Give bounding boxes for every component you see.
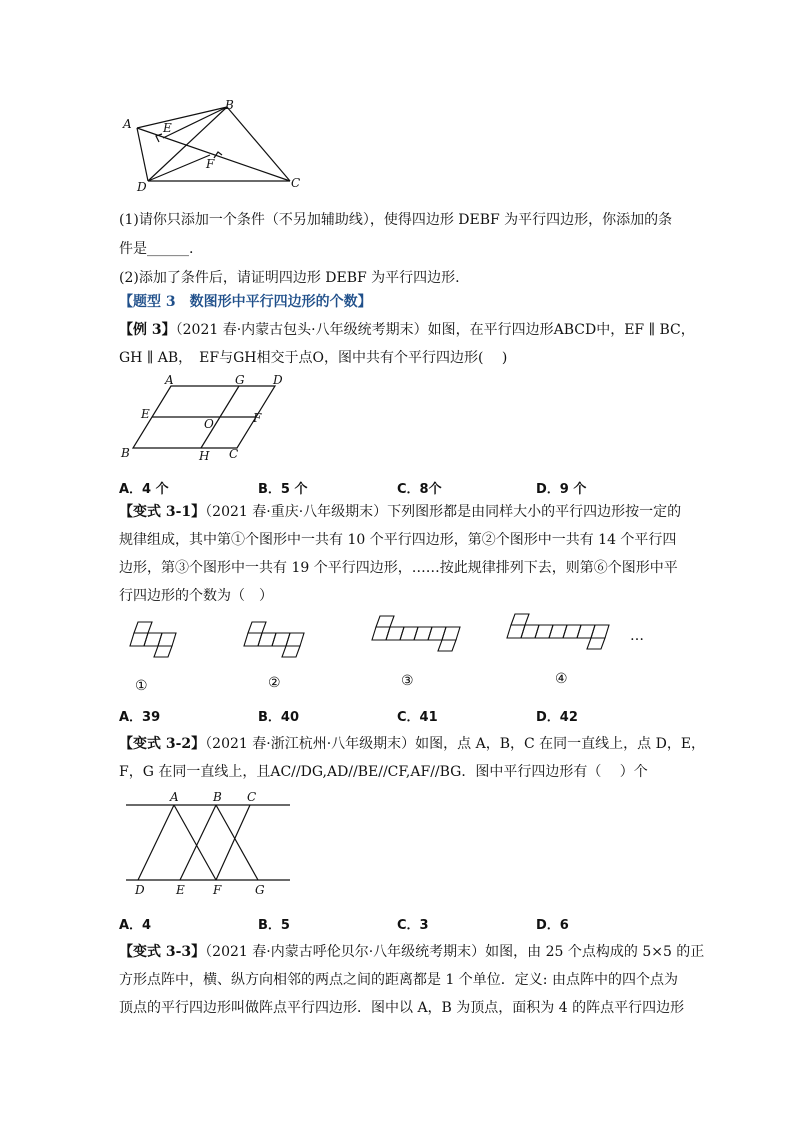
ex3-option-b: B．5 个 [258,482,308,497]
label-b: B [225,98,234,112]
q1-line-2: 件是______. [119,241,194,257]
label-b: B [213,790,222,804]
label-e: E [176,883,185,897]
v31-line-3: 边形，第③个图形中一共有 19 个平行四边形，……按此规律排列下去，则第⑥个图形中平 [119,560,678,576]
v32-line-2: F，G 在同一直线上，且AC//DG,AD//BE//CF,AF//BG．图中平行四边形有（ ）个 [119,764,648,780]
label-g: G [235,373,245,387]
v32-tag: 【变式 3-2】 [119,736,206,752]
label-a: A [123,117,132,131]
v31-option-c: C．41 [397,710,438,725]
v31-line-1-text: （2021 春·重庆·八年级期末）下列图形都是由同样大小的平行四边形按一定的 [205,504,682,520]
ex3-option-a: A．4 个 [119,482,169,497]
label-c: C [229,447,239,461]
pattern-ellipsis: … [630,628,644,644]
ex3-line-1 [119,320,695,340]
label-a: A [165,373,174,387]
v31-tag: 【变式 3-1】 [119,504,206,520]
section-title: 【题型 3 数图形中平行四边形的个数】 [119,294,372,310]
label-g: G [255,883,265,897]
pattern-label-2: ② [268,675,281,691]
v31-option-a: A．39 [119,710,161,725]
label-f: F [253,411,262,425]
figure-quadrilateral-debf [115,92,315,202]
pattern-figure-3 [370,612,465,657]
ex3-option-d: D．9 个 [536,482,587,497]
label-e: E [141,407,150,421]
label-f: F [213,883,222,897]
label-b: B [121,446,130,460]
v33-line-3: 顶点的平行四边形叫做阵点平行四边形．图中以 A，B 为顶点，面积为 4 的阵点平行四边形 [119,1000,685,1016]
v32-option-a: A．4 [119,918,152,933]
v31-option-d: D．42 [536,710,578,725]
v32-line-1-text: （2021 春·浙江杭州·八年级期末）如图，点 A，B，C 在同一直线上，点 D，E， [205,736,706,752]
v32-option-c: C．3 [397,918,429,933]
q2-line: (2)添加了条件后，请证明四边形 DEBF 为平行四边形. [119,270,460,286]
label-d: D [135,883,145,897]
pattern-figure-2 [240,618,320,663]
pattern-figure-1 [122,618,182,663]
v33-tag: 【变式 3-3】 [119,944,206,960]
v31-line-1 [119,502,681,522]
q1-line-1: (1)请你只添加一个条件（不另加辅助线），使得四边形 DEBF 为平行四边形，你添加的条 [119,212,673,228]
v31-option-b: B．40 [258,710,299,725]
label-d: D [273,373,283,387]
v31-line-4: 行四边形的个数为（ ） [119,588,273,604]
v31-line-2: 规律组成，其中第①个图形中一共有 10 个平行四边形，第②个图形中一共有 14 个平行四 [119,532,677,548]
label-f: F [206,157,215,171]
label-a: A [170,790,179,804]
v32-option-b: B．5 [258,918,290,933]
ex3-line-2: GH ∥ AB， EF与GH相交于点O，图中共有个平行四边形( ) [119,350,508,366]
v32-option-d: D．6 [536,918,569,933]
pattern-label-3: ③ [401,673,414,689]
v33-line-1 [119,942,704,962]
label-h: H [199,449,210,463]
v33-line-2: 方形点阵中，横、纵方向相邻的两点之间的距离都是 1 个单位．定义: 由点阵中的四个点为 [119,972,678,988]
v32-line-1 [119,734,705,754]
figure-parallelogram-efgh [115,370,295,465]
label-c: C [291,176,301,190]
pattern-figure-4 [505,610,620,655]
pattern-label-4: ④ [555,671,568,687]
figure-parallel-lines [118,788,298,898]
ex3-tag: 【例 3】 [119,322,176,338]
ex3-line-1-text: （2021 春·内蒙古包头·八年级统考期末）如图，在平行四边形ABCD中，EF ∥ BC， [175,322,695,338]
pattern-label-1: ① [135,678,148,694]
label-o: O [204,417,214,431]
ex3-option-c: C．8个 [397,482,442,497]
label-d: D [137,180,147,194]
v33-line-1-text: （2021 春·内蒙古呼伦贝尔·八年级统考期末）如图，由 25 个点构成的 5×5 的正 [205,944,705,960]
label-e: E [163,121,172,135]
label-c: C [247,790,257,804]
